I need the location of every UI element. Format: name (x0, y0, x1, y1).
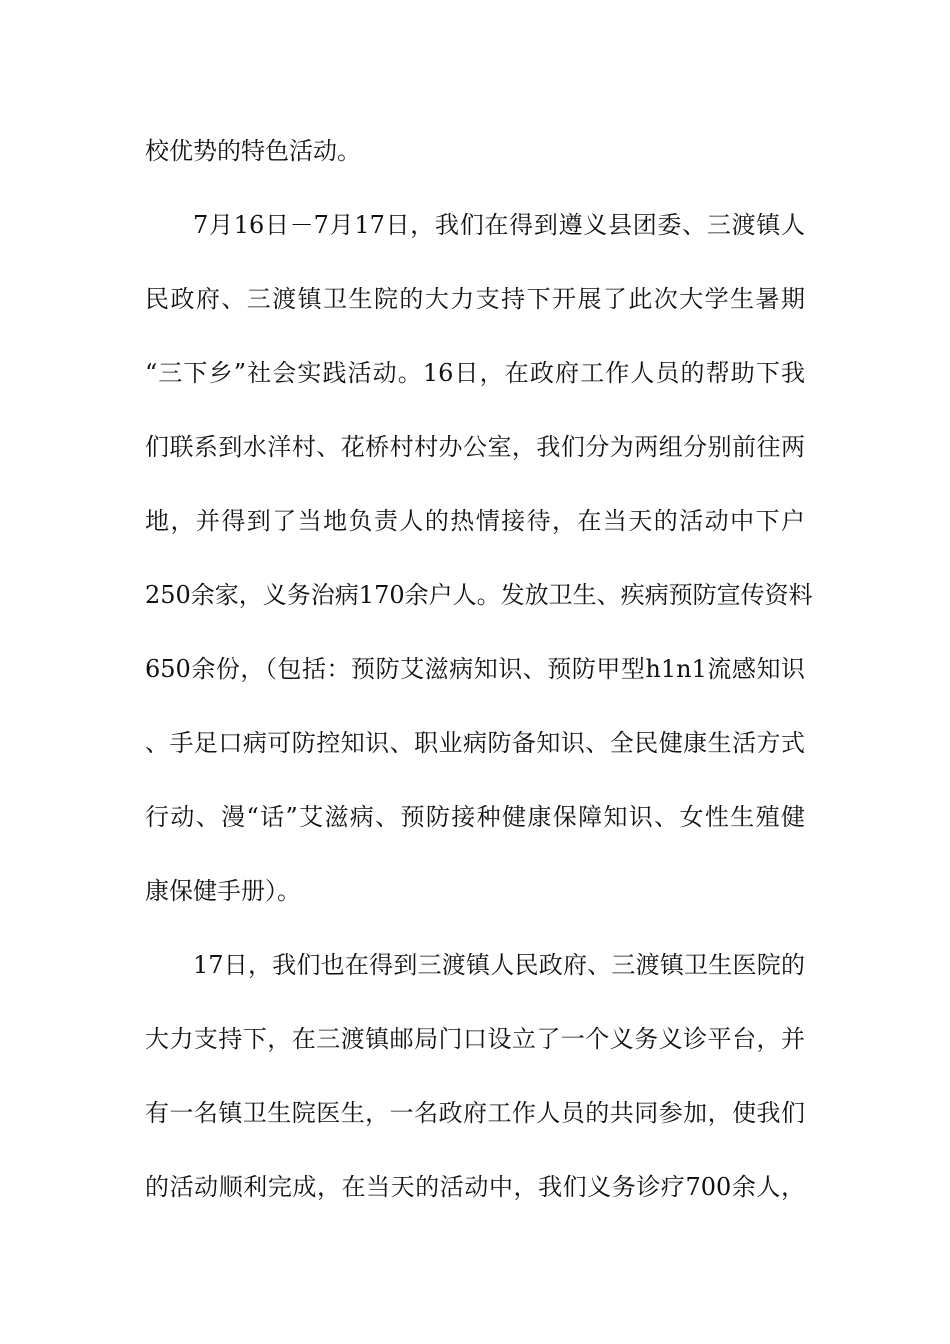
text-line-6: 地，并得到了当地负责人的热情接待，在当天的活动中下户 (145, 507, 805, 535)
text-line-10: 行动、漫“话”艾滋病、预防接种健康保障知识、女性生殖健 (145, 803, 805, 831)
text-line-14: 有一名镇卫生院医生，一名政府工作人员的共同参加，使我们 (145, 1099, 805, 1127)
text-line-1: 校优势的特色活动。 (145, 137, 361, 165)
text-line-9: 、手足口病可防控知识、职业病防备知识、全民健康生活方式 (145, 729, 805, 757)
text-line-11: 康保健手册）。 (145, 877, 301, 905)
text-line-12: 17日，我们也在得到三渡镇人民政府、三渡镇卫生医院的 (193, 951, 805, 979)
text-line-13: 大力支持下，在三渡镇邮局门口设立了一个义务义诊平台，并 (145, 1025, 805, 1053)
text-line-4: “三下乡”社会实践活动。16日，在政府工作人员的帮助下我 (145, 359, 805, 387)
text-line-5: 们联系到水洋村、花桥村村办公室，我们分为两组分别前往两 (145, 433, 805, 461)
text-line-3: 民政府、三渡镇卫生院的大力支持下开展了此次大学生暑期 (145, 285, 805, 313)
text-line-7: 250余家，义务治病170余户人。发放卫生、疾病预防宣传资料 (145, 581, 813, 609)
text-line-15: 的活动顺利完成，在当天的活动中，我们义务诊疗700余人， (145, 1173, 805, 1201)
text-line-8: 650余份，（包括：预防艾滋病知识、预防甲型h1n1流感知识 (145, 655, 805, 683)
text-line-2: 7月16日－7月17日，我们在得到遵义县团委、三渡镇人 (193, 211, 805, 239)
